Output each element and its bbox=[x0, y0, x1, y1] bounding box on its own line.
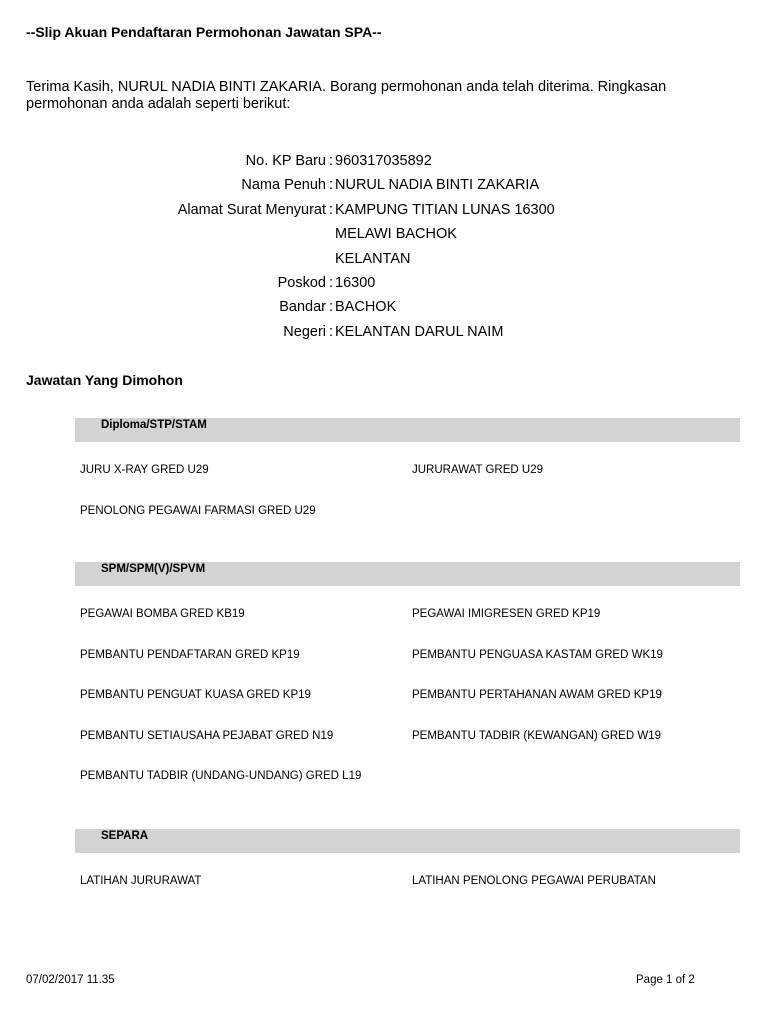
info-value: BACHOK bbox=[335, 299, 397, 316]
info-separator: : bbox=[328, 323, 334, 340]
info-separator: : bbox=[328, 299, 334, 316]
post-item: PEGAWAI IMIGRESEN GRED KP19 bbox=[412, 608, 601, 620]
category-diploma bbox=[75, 418, 740, 518]
post-item: PEMBANTU PENDAFTARAN GRED KP19 bbox=[80, 648, 300, 661]
info-label: Negeri bbox=[283, 323, 326, 340]
info-separator bbox=[326, 224, 335, 248]
post-item: JURURAWAT GRED U29 bbox=[412, 464, 543, 476]
info-label bbox=[26, 224, 326, 248]
info-separator: : bbox=[328, 177, 334, 194]
info-row bbox=[26, 151, 726, 175]
info-label: Poskod bbox=[277, 274, 326, 291]
post-item: PENOLONG PEGAWAI FARMASI GRED U29 bbox=[80, 504, 316, 517]
info-value: NURUL NADIA BINTI ZAKARIA bbox=[335, 177, 540, 194]
post-item: PEMBANTU PENGUASA KASTAM GRED WK19 bbox=[412, 648, 663, 661]
slip-title: --Slip Akuan Pendaftaran Permohonan Jawatan SPA-- bbox=[26, 24, 382, 40]
post-list bbox=[80, 463, 740, 518]
info-row bbox=[26, 322, 726, 346]
info-separator: : bbox=[328, 274, 334, 291]
section-heading: Jawatan Yang Dimohon bbox=[26, 372, 183, 388]
info-value: KAMPUNG TITIAN LUNAS 16300 bbox=[335, 201, 555, 218]
post-item: PEMBANTU PERTAHANAN AWAM GRED KP19 bbox=[412, 689, 662, 701]
info-value: KELANTAN bbox=[335, 250, 411, 267]
footer-timestamp: 07/02/2017 11.35 bbox=[26, 974, 115, 986]
category-separa bbox=[75, 829, 740, 888]
post-item: JURU X-RAY GRED U29 bbox=[80, 464, 209, 476]
info-value: 960317035892 bbox=[335, 153, 432, 169]
post-item: PEMBANTU SETIAUSAHA PEJABAT GRED N19 bbox=[80, 729, 334, 742]
category-header bbox=[75, 418, 740, 442]
applicant-info bbox=[26, 151, 726, 346]
post-item: PEMBANTU TADBIR (KEWANGAN) GRED W19 bbox=[412, 729, 661, 742]
post-list bbox=[80, 607, 740, 783]
info-value: MELAWI BACHOK bbox=[335, 226, 457, 243]
post-item: PEMBANTU PENGUAT KUASA GRED KP19 bbox=[80, 689, 311, 701]
info-label: Nama Penuh bbox=[241, 177, 326, 194]
info-row bbox=[26, 175, 726, 199]
intro-text: Terima Kasih, NURUL NADIA BINTI ZAKARIA. Borang permohonan anda telah diterima. Ringkasan permohonan anda adalah seperti berikut: bbox=[26, 79, 667, 112]
info-row bbox=[26, 297, 726, 321]
info-value: KELANTAN DARUL NAIM bbox=[335, 323, 504, 340]
info-label: Bandar bbox=[279, 299, 326, 316]
info-separator: : bbox=[328, 201, 334, 218]
category-name: Diploma/STP/STAM bbox=[101, 419, 207, 431]
footer-page-number: Page 1 of 2 bbox=[636, 974, 695, 986]
post-item: PEGAWAI BOMBA GRED KB19 bbox=[80, 608, 245, 620]
info-separator bbox=[326, 249, 335, 273]
info-label bbox=[26, 249, 326, 273]
info-row bbox=[26, 249, 726, 273]
category-name: SEPARA bbox=[101, 830, 149, 842]
info-separator: : bbox=[328, 153, 334, 169]
post-item: LATIHAN JURURAWAT bbox=[80, 875, 202, 887]
info-row bbox=[26, 224, 726, 248]
info-label: Alamat Surat Menyurat bbox=[177, 201, 326, 218]
info-row bbox=[26, 200, 726, 224]
category-spm bbox=[75, 562, 740, 783]
info-label: No. KP Baru bbox=[245, 153, 326, 169]
category-header bbox=[75, 562, 740, 586]
post-item: PEMBANTU TADBIR (UNDANG-UNDANG) GRED L19 bbox=[80, 770, 362, 782]
info-value: 16300 bbox=[335, 274, 376, 291]
post-list bbox=[80, 874, 740, 888]
category-name: SPM/SPM(V)/SPVM bbox=[101, 563, 206, 575]
category-header bbox=[75, 829, 740, 853]
info-row bbox=[26, 273, 726, 297]
post-item: LATIHAN PENOLONG PEGAWAI PERUBATAN bbox=[412, 875, 656, 887]
